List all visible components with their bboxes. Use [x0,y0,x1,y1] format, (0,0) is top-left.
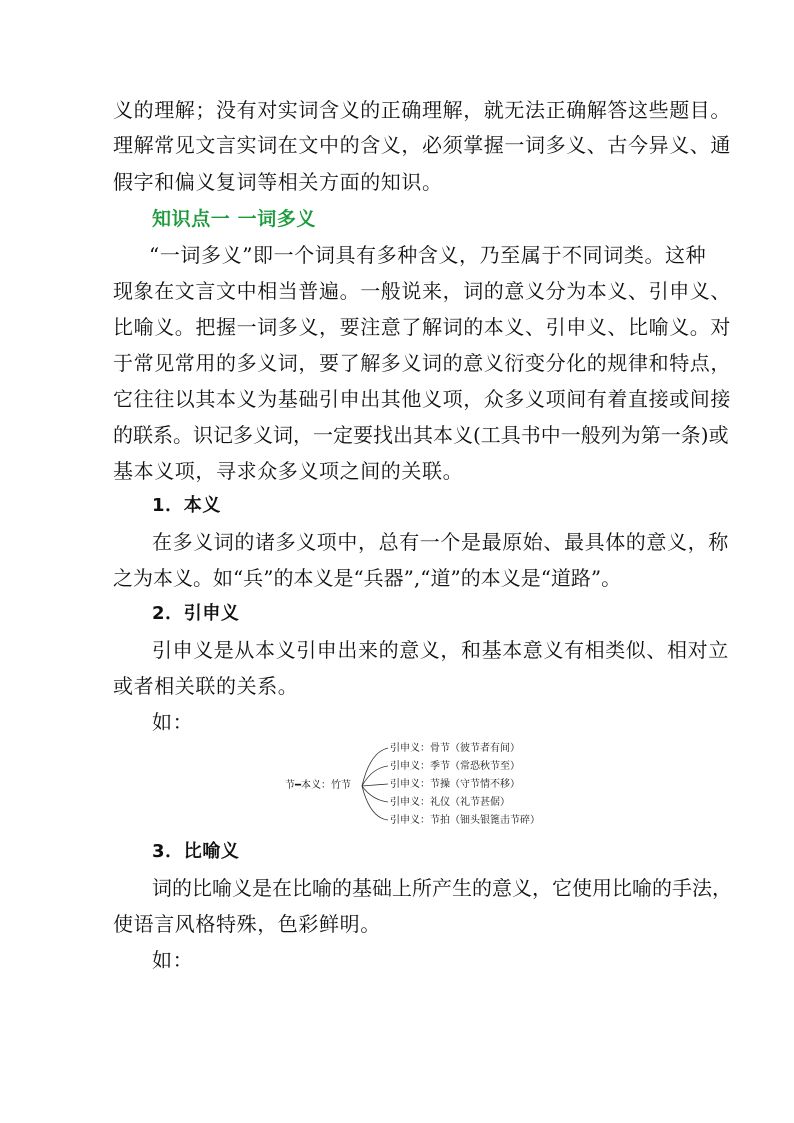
sub2-line-1: 引申义是从本义引申出来的意义，和基本意义有相类似、相对立 [152,638,729,662]
main-line-2: 现象在文言文中相当普遍。一般说来，词的意义分为本义、引申义、 [113,279,731,303]
sub3-line-2: 使语言风格特殊，色彩鲜明。 [113,912,381,936]
main-line-1: “一词多义”即一个词具有多种含义，乃至属于不同词类。这种 [149,243,707,267]
intro-line-3: 假字和偏义复词等相关方面的知识。 [113,170,443,194]
tree-root: 节━本义：竹节 [285,780,352,791]
tree-branch-4: 引申义：礼仪（礼节甚倨） [390,797,510,808]
sub2-example-label: 如： [152,710,194,734]
sub3-line-1: 词的比喻义是在比喻的基础上所产生的意义，它使用比喻的手法， [152,876,732,900]
sub1-line-2: 之为本义。如“兵”的本义是“兵器”,“道”的本义是“道路”。 [113,566,622,590]
connector-4 [362,786,388,802]
section-heading: 知识点一 一词多义 [152,208,317,230]
connector-3 [362,784,388,786]
main-line-3: 比喻义。把握一词多义，要注意了解词的本义、引申义、比喻义。对 [113,315,731,339]
main-line-5: 它往往以其本义为基础引申出其他义项，众多义项间有着直接或间接 [113,387,731,411]
sub1-heading: 1．本义 [152,495,221,516]
tree-branch-5: 引申义：节拍（钿头银篦击节碎） [390,815,540,826]
tree-branch-3: 引申义：节操（守节情不移） [390,779,520,790]
sub3-heading: 3．比喻义 [152,841,240,862]
intro-line-1: 义的理解；没有对实词含义的正确理解，就无法正确解答这些题目。 [113,98,731,122]
tree-branch-1: 引申义：骨节（彼节者有间） [390,743,520,754]
intro-line-2: 理解常见文言实词在文中的含义，必须掌握一词多义、古今异义、通 [113,133,731,157]
sub2-heading: 2．引申义 [152,603,240,624]
sub1-line-1: 在多义词的诸多义项中，总有一个是最原始、最具体的意义，称 [152,530,729,554]
main-line-6: 的联系。识记多义词，一定要找出其本义(工具书中一般列为第一条)或 [113,423,729,447]
main-line-4: 于常见常用的多义词，要了解多义词的意义衍变分化的规律和特点， [113,351,731,375]
main-line-7: 基本义项，寻求众多义项之间的关联。 [113,459,464,483]
sub3-example-label: 如： [152,948,194,972]
sub2-line-2: 或者相关联的关系。 [113,674,299,698]
connector-2 [362,766,388,786]
tree-branch-2: 引申义：季节（常恐秋节至） [390,761,520,772]
meaning-tree-diagram [280,738,570,830]
